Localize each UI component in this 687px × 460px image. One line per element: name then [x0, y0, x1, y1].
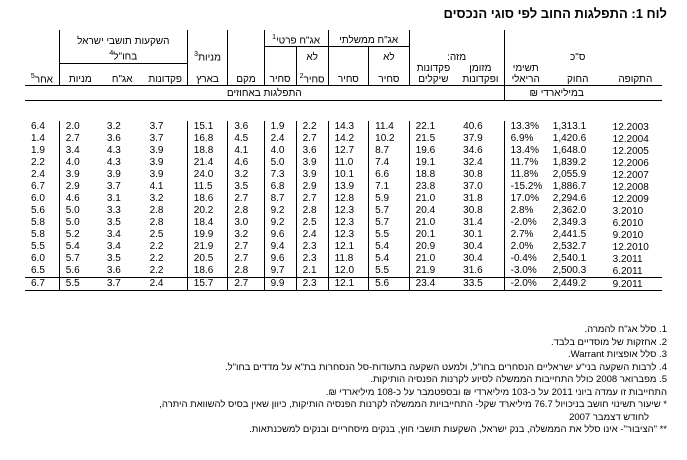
cell-ab-dep: 2.8	[149, 217, 164, 228]
cell-corp-t: 1.9	[264, 121, 296, 133]
cell-sh-il: 19.9	[187, 229, 228, 241]
quarter-header: התקופה	[609, 63, 662, 86]
cell-sh-il: 11.5	[187, 181, 228, 193]
cell-ab-dep: 2.2	[149, 241, 164, 252]
cell-corp-t: 8.7	[264, 193, 296, 205]
footnote-line: לחודש דצמבר 2007	[569, 411, 649, 423]
cell-q: 12.2004	[612, 133, 649, 145]
table-title: לוח 1: התפלגות החוב לפי סוגי הנכסים	[443, 6, 667, 21]
gov-nontrade-header-1: לא	[369, 47, 410, 64]
cell-cash: 31.8	[463, 193, 483, 204]
footnote-line: ** "הציבור"- אינו סלל את הממשלה, בנק ישראל, השקעות תושבי חוץ, בנקים מיסחריים ובנקים למשכנתאות.	[249, 424, 667, 435]
cell-real: -15.2%	[504, 181, 547, 193]
cell-ab-sh: 5.5	[59, 278, 101, 291]
cell-gov-nt: 5.7	[369, 205, 410, 217]
cell-q: 12.2005	[612, 145, 649, 157]
cell-cash: 30.4	[463, 253, 483, 264]
table-row	[25, 193, 662, 205]
total-header-1: ס"כ	[570, 52, 586, 63]
cell-other: 5.8	[31, 229, 45, 240]
unit-billions-label: במיליארדי ₪	[504, 86, 609, 101]
cell-corp-t: 9.7	[264, 265, 296, 278]
cell-total: 1,839.2	[552, 157, 587, 168]
cell-dep: 21.9	[409, 265, 457, 278]
cell-corp-t: 9.2	[264, 217, 296, 229]
cell-real: 2.0%	[504, 241, 547, 253]
cell-other: 6.4	[31, 121, 45, 132]
table-row	[25, 145, 662, 157]
cell-real: 2.7%	[504, 229, 547, 241]
other-header: אחר$^5$	[25, 63, 59, 86]
footnote-line: 5. מפברואר 2008 כולל התחייבות הממשלה לסיוע לקרנות הפנסיה הותיקות.	[370, 374, 667, 385]
cell-corp-nt: 2.3	[296, 278, 328, 291]
cell-corp-t: 6.8	[264, 181, 296, 193]
cell-real: 17.0%	[504, 193, 547, 205]
header-row-columns	[25, 63, 662, 86]
cell-sh-il: 21.9	[187, 241, 228, 253]
cell-gov-t: 12.8	[328, 193, 369, 205]
cell-other: 2.4	[31, 169, 45, 180]
gov-bonds-header: אג"ח ממשלתי	[328, 30, 409, 47]
abroad-bonds-header: אג"ח	[101, 63, 144, 86]
cell-sh-il: 16.8	[187, 133, 228, 145]
cell-corp-nt: 2.5	[296, 217, 328, 229]
shares-il-header-2: בארץ	[187, 63, 228, 86]
table-row	[25, 133, 662, 145]
cell-ab-dep: 3.9	[149, 157, 164, 168]
cell-dep: 22.1	[409, 121, 457, 133]
cell-cash: 31.6	[463, 265, 483, 276]
cell-corp-nt: 2.7	[296, 133, 328, 145]
table-row	[25, 278, 662, 291]
cell-other: 5.8	[31, 217, 45, 228]
table-row	[25, 205, 662, 217]
cell-ab-bonds: 3.7	[106, 181, 121, 192]
cell-gov-t: 12.1	[328, 241, 369, 253]
cell-corp-t: 9.6	[264, 253, 296, 265]
cell-ab-dep: 3.7	[149, 133, 164, 144]
cell-ab-sh: 5.0	[59, 205, 101, 217]
cell-makam: 4.5	[228, 133, 264, 145]
cell-gov-t: 14.2	[328, 133, 369, 145]
cell-gov-nt: 6.6	[369, 169, 410, 181]
cell-real: 13.3%	[504, 121, 547, 133]
cell-corp-t: 9.6	[264, 229, 296, 241]
cell-makam: 3.2	[228, 169, 264, 181]
header-row-sub	[25, 47, 662, 64]
footnote-line: 1. סלל אג"ח להמרה.	[584, 324, 667, 335]
cell-total: 2,449.2	[547, 278, 609, 291]
makam-header: מקם	[228, 63, 264, 86]
cell-ab-sh: 5.7	[59, 253, 101, 265]
cell-ab-bonds: 3.4	[106, 229, 121, 240]
cell-ab-bonds: 3.3	[106, 205, 121, 216]
cell-real: -3.0%	[504, 265, 547, 278]
cash-header: מזומן ופקדונות	[457, 63, 504, 86]
cell-total: 1,648.0	[552, 145, 587, 156]
cell-total: 2,532.7	[552, 241, 587, 252]
cell-real: 11.7%	[504, 157, 547, 169]
gov-trade-header: סחיר	[328, 63, 369, 86]
cell-corp-nt: 2.3	[296, 241, 328, 253]
cell-gov-nt: 11.4	[369, 121, 410, 133]
cell-sh-il: 20.2	[187, 205, 228, 217]
cell-makam: 4.1	[228, 145, 264, 157]
cell-dep: 20.4	[409, 205, 457, 217]
cell-ab-dep: 2.2	[149, 253, 164, 264]
cell-real: 6.9%	[504, 133, 547, 145]
cell-ab-sh: 5.0	[59, 217, 101, 229]
assets-distribution-table	[25, 30, 662, 291]
cell-makam: 2.7	[228, 278, 264, 291]
cell-corp-t: 9.9	[264, 278, 296, 291]
cell-real: -0.4%	[504, 253, 547, 265]
cell-corp-nt: 3.6	[296, 145, 328, 157]
cell-q: 12.2010	[612, 241, 649, 253]
cell-total: 1,313.1	[552, 121, 587, 132]
cell-ab-bonds: 3.6	[106, 265, 121, 276]
cell-other: 6.0	[31, 193, 45, 204]
corp-nontrade-header-2: סחיר$^2$	[296, 63, 328, 86]
table-row	[25, 253, 662, 265]
cell-ab-dep: 2.8	[149, 205, 164, 216]
cell-other: 5.5	[31, 241, 45, 252]
cell-ab-sh: 2.9	[59, 181, 101, 193]
cell-dep: 21.0	[409, 217, 457, 229]
cell-cash: 34.6	[463, 145, 483, 156]
cell-total: 1,886.7	[552, 181, 587, 192]
cell-ab-sh: 3.4	[59, 145, 101, 157]
cell-makam: 3.0	[228, 217, 264, 229]
cell-gov-t: 12.3	[328, 205, 369, 217]
cell-makam: 3.5	[228, 181, 264, 193]
cell-dep: 18.8	[409, 169, 457, 181]
cell-other: 2.2	[31, 157, 45, 168]
cell-sh-il: 15.7	[187, 278, 228, 291]
real-change-header: תשימי הריאלי	[504, 63, 547, 86]
cell-q: 12.2006	[612, 157, 649, 169]
cell-total: 2,362.0	[552, 205, 587, 216]
cell-other: 1.4	[31, 133, 45, 144]
cell-makam: 2.8	[228, 205, 264, 217]
cell-ab-dep: 3.2	[149, 193, 164, 204]
cell-cash: 30.1	[463, 229, 483, 240]
cell-sh-il: 21.4	[187, 157, 228, 169]
cell-ab-bonds: 3.5	[106, 217, 121, 228]
cell-other: 1.9	[31, 145, 45, 156]
cell-makam: 2.7	[228, 241, 264, 253]
footnote-line: 2. אחזקות של מוסדיים בלבד.	[551, 336, 667, 348]
cell-cash: 30.8	[463, 205, 483, 216]
table-row	[25, 121, 662, 133]
cell-other: 6.0	[31, 253, 45, 264]
cell-q: 6.2011	[612, 265, 643, 277]
corp-nontrade-header-1: לא	[296, 47, 328, 64]
corp-trade-header: סחיר	[264, 63, 296, 86]
cell-makam: 3.6	[228, 121, 264, 133]
cell-ab-bonds: 3.9	[106, 169, 121, 180]
abroad-investments-header-2: בחו"ל$^4$	[59, 47, 187, 64]
cell-dep: 23.8	[409, 181, 457, 193]
cell-q: 3.2010	[612, 205, 644, 217]
cell-ab-dep: 4.1	[149, 181, 164, 192]
cell-ab-bonds: 3.4	[106, 241, 121, 252]
cell-sh-il: 18.8	[187, 145, 228, 157]
table-row	[25, 265, 662, 278]
table-row	[25, 241, 662, 253]
cell-gov-nt: 5.6	[369, 278, 410, 291]
cell-total: 2,500.3	[552, 265, 587, 276]
abroad-deposits-header: פקדונות	[144, 63, 188, 86]
cell-gov-t: 10.1	[328, 169, 369, 181]
cell-ab-dep: 3.9	[149, 169, 164, 180]
cell-q: 12.2008	[612, 181, 649, 193]
cell-total: 2,441.5	[552, 229, 587, 240]
header-row-groups	[25, 30, 662, 47]
footnotes	[27, 324, 667, 437]
cell-makam: 4.6	[228, 157, 264, 169]
cell-corp-t: 2.4	[264, 133, 296, 145]
cell-gov-t: 12.1	[328, 278, 369, 291]
cell-total: 1,420.6	[552, 133, 587, 144]
cell-gov-t: 11.8	[328, 253, 369, 265]
abroad-investments-header: השקעות תושבי ישראל	[59, 30, 187, 47]
cell-gov-t: 13.9	[328, 181, 369, 193]
cell-other: 5.6	[31, 205, 45, 216]
cell-ab-bonds: 4.3	[106, 145, 121, 156]
cell-total: 2,349.3	[552, 217, 587, 228]
cell-gov-t: 12.7	[328, 145, 369, 157]
cell-makam: 2.8	[228, 265, 264, 278]
cell-ab-dep: 3.7	[149, 121, 164, 132]
cell-total: 2,294.6	[552, 193, 587, 204]
cell-ab-sh: 2.0	[59, 121, 101, 133]
cell-other: 6.7	[25, 278, 59, 291]
unit-percent-label: התפלגות באחוזים	[25, 86, 504, 101]
cell-real: -2.0%	[504, 217, 547, 229]
cell-corp-nt: 2.8	[296, 205, 328, 217]
cell-corp-t: 9.2	[264, 205, 296, 217]
cell-ab-dep: 3.9	[149, 145, 164, 156]
cell-cash: 31.4	[463, 217, 483, 228]
corp-bonds-header: אג"ח פרטי$^1$	[264, 30, 328, 47]
cell-dep: 20.9	[409, 241, 457, 253]
cell-ab-bonds: 3.6	[106, 133, 121, 144]
cell-cash: 32.4	[463, 157, 483, 168]
cell-sh-il: 18.6	[187, 193, 228, 205]
footnote-line: * שיעור תשינוי חושב בניכויול 76.7 מיליארד שקל- התחייבויות הממשלה לקרנות הפנסיה הותיקות, כיוון שאין בסיס להשוואת היתרה,	[159, 399, 667, 410]
cell-ab-sh: 5.4	[59, 241, 101, 253]
cell-gov-t: 12.3	[328, 229, 369, 241]
cell-gov-nt: 5.5	[369, 265, 410, 278]
cell-q: 12.2007	[612, 169, 649, 181]
cell-gov-nt: 10.2	[369, 133, 410, 145]
spacer-row	[25, 101, 662, 122]
cell-corp-nt: 2.7	[296, 193, 328, 205]
cell-dep: 21.0	[409, 193, 457, 205]
of-which-header: מזה:	[409, 47, 504, 64]
cell-gov-t: 14.3	[328, 121, 369, 133]
cell-cash: 37.9	[463, 133, 483, 144]
cell-cash: 30.4	[463, 241, 483, 252]
cell-ab-bonds: 3.7	[101, 278, 144, 291]
footnote-line: 4. לרבות השקעה בני"ע ישראליים הנסחרים בחו"ל, ולמעט השקעה בתעודות-סל הנסחרות בת"א על מדדים בחו"ל.	[224, 361, 667, 373]
cell-cash: 40.6	[463, 121, 483, 132]
cell-corp-t: 9.4	[264, 241, 296, 253]
table-row	[25, 169, 662, 181]
cell-dep: 21.0	[409, 253, 457, 265]
gov-nontrade-header-2: סחיר	[369, 63, 410, 86]
cell-ab-sh: 4.6	[59, 193, 101, 205]
cell-cash: 33.5	[457, 278, 504, 291]
cell-q: 9.2011	[609, 278, 662, 291]
table-row	[25, 181, 662, 193]
cell-q: 12.2003	[612, 121, 649, 133]
table-row	[25, 157, 662, 169]
cell-corp-nt: 3.9	[296, 169, 328, 181]
cell-gov-nt: 7.4	[369, 157, 410, 169]
cell-corp-nt: 2.1	[296, 265, 328, 278]
units-row	[25, 86, 662, 101]
total-header-2: החוק	[547, 63, 609, 86]
cell-gov-nt: 8.7	[369, 145, 410, 157]
cell-q: 6.2010	[612, 217, 644, 229]
cell-dep: 19.6	[409, 145, 457, 157]
shares-il-header-1: מניות$^3$	[187, 47, 228, 64]
cell-corp-nt: 3.9	[296, 157, 328, 169]
cell-real: -2.0%	[504, 278, 547, 291]
cell-corp-t: 5.0	[264, 157, 296, 169]
cell-ab-sh: 5.2	[59, 229, 101, 241]
cell-ab-dep: 2.5	[149, 229, 164, 240]
abroad-shares-header: מניות	[59, 63, 101, 86]
cell-gov-t: 11.0	[328, 157, 369, 169]
cell-dep: 23.4	[409, 278, 457, 291]
cell-ab-bonds: 3.5	[106, 253, 121, 264]
cell-gov-t: 12.0	[328, 265, 369, 278]
cell-total: 2,540.1	[552, 253, 587, 264]
cell-real: 11.8%	[504, 169, 547, 181]
cell-dep: 20.1	[409, 229, 457, 241]
cell-cash: 37.0	[463, 181, 483, 192]
cell-gov-nt: 5.4	[369, 253, 410, 265]
cell-q: 9.2010	[612, 229, 644, 241]
cell-corp-nt: 2.3	[296, 253, 328, 265]
cell-sh-il: 15.1	[187, 121, 228, 133]
cell-other: 6.7	[31, 181, 45, 192]
cell-gov-nt: 5.7	[369, 217, 410, 229]
table-row	[25, 217, 662, 229]
cell-ab-bonds: 4.3	[106, 157, 121, 168]
cell-corp-t: 4.0	[264, 145, 296, 157]
cell-makam: 3.2	[228, 229, 264, 241]
footnote-line: 3. סלל אופציות Warrant.	[567, 349, 667, 360]
deposits-header: פקדונות שיקלים	[409, 63, 457, 86]
cell-real: 13.4%	[504, 145, 547, 157]
cell-ab-sh: 3.9	[59, 169, 101, 181]
cell-ab-bonds: 3.1	[106, 193, 121, 204]
cell-corp-nt: 2.9	[296, 181, 328, 193]
cell-corp-nt: 2.2	[296, 121, 328, 133]
cell-gov-t: 12.3	[328, 217, 369, 229]
cell-sh-il: 18.4	[187, 217, 228, 229]
cell-makam: 2.7	[228, 193, 264, 205]
cell-corp-nt: 2.4	[296, 229, 328, 241]
cell-q: 12.2009	[612, 193, 649, 205]
cell-dep: 19.1	[409, 157, 457, 169]
cell-cash: 30.8	[463, 169, 483, 180]
cell-corp-t: 7.3	[264, 169, 296, 181]
cell-ab-dep: 2.4	[144, 278, 188, 291]
cell-makam: 2.7	[228, 253, 264, 265]
cell-ab-dep: 2.2	[149, 265, 164, 276]
table-row	[25, 229, 662, 241]
cell-gov-nt: 7.1	[369, 181, 410, 193]
cell-gov-nt: 5.5	[369, 229, 410, 241]
footnote-line: התחייבות זו עמדה ביוני 2011 על כ-103 מיליארדי ₪ ובספטמבר על כ-108 מיליארדי ₪.	[325, 386, 667, 398]
cell-dep: 21.5	[409, 133, 457, 145]
cell-ab-sh: 4.0	[59, 157, 101, 169]
cell-q: 3.2011	[612, 253, 643, 265]
cell-sh-il: 18.6	[187, 265, 228, 278]
cell-gov-nt: 5.9	[369, 193, 410, 205]
cell-total: 2,055.9	[552, 169, 587, 180]
cell-sh-il: 24.0	[187, 169, 228, 181]
cell-sh-il: 20.5	[187, 253, 228, 265]
cell-gov-nt: 5.4	[369, 241, 410, 253]
cell-ab-sh: 2.7	[59, 133, 101, 145]
cell-ab-sh: 5.6	[59, 265, 101, 278]
cell-real: 2.8%	[504, 205, 547, 217]
cell-ab-bonds: 3.2	[106, 121, 121, 132]
cell-other: 6.5	[31, 265, 45, 276]
